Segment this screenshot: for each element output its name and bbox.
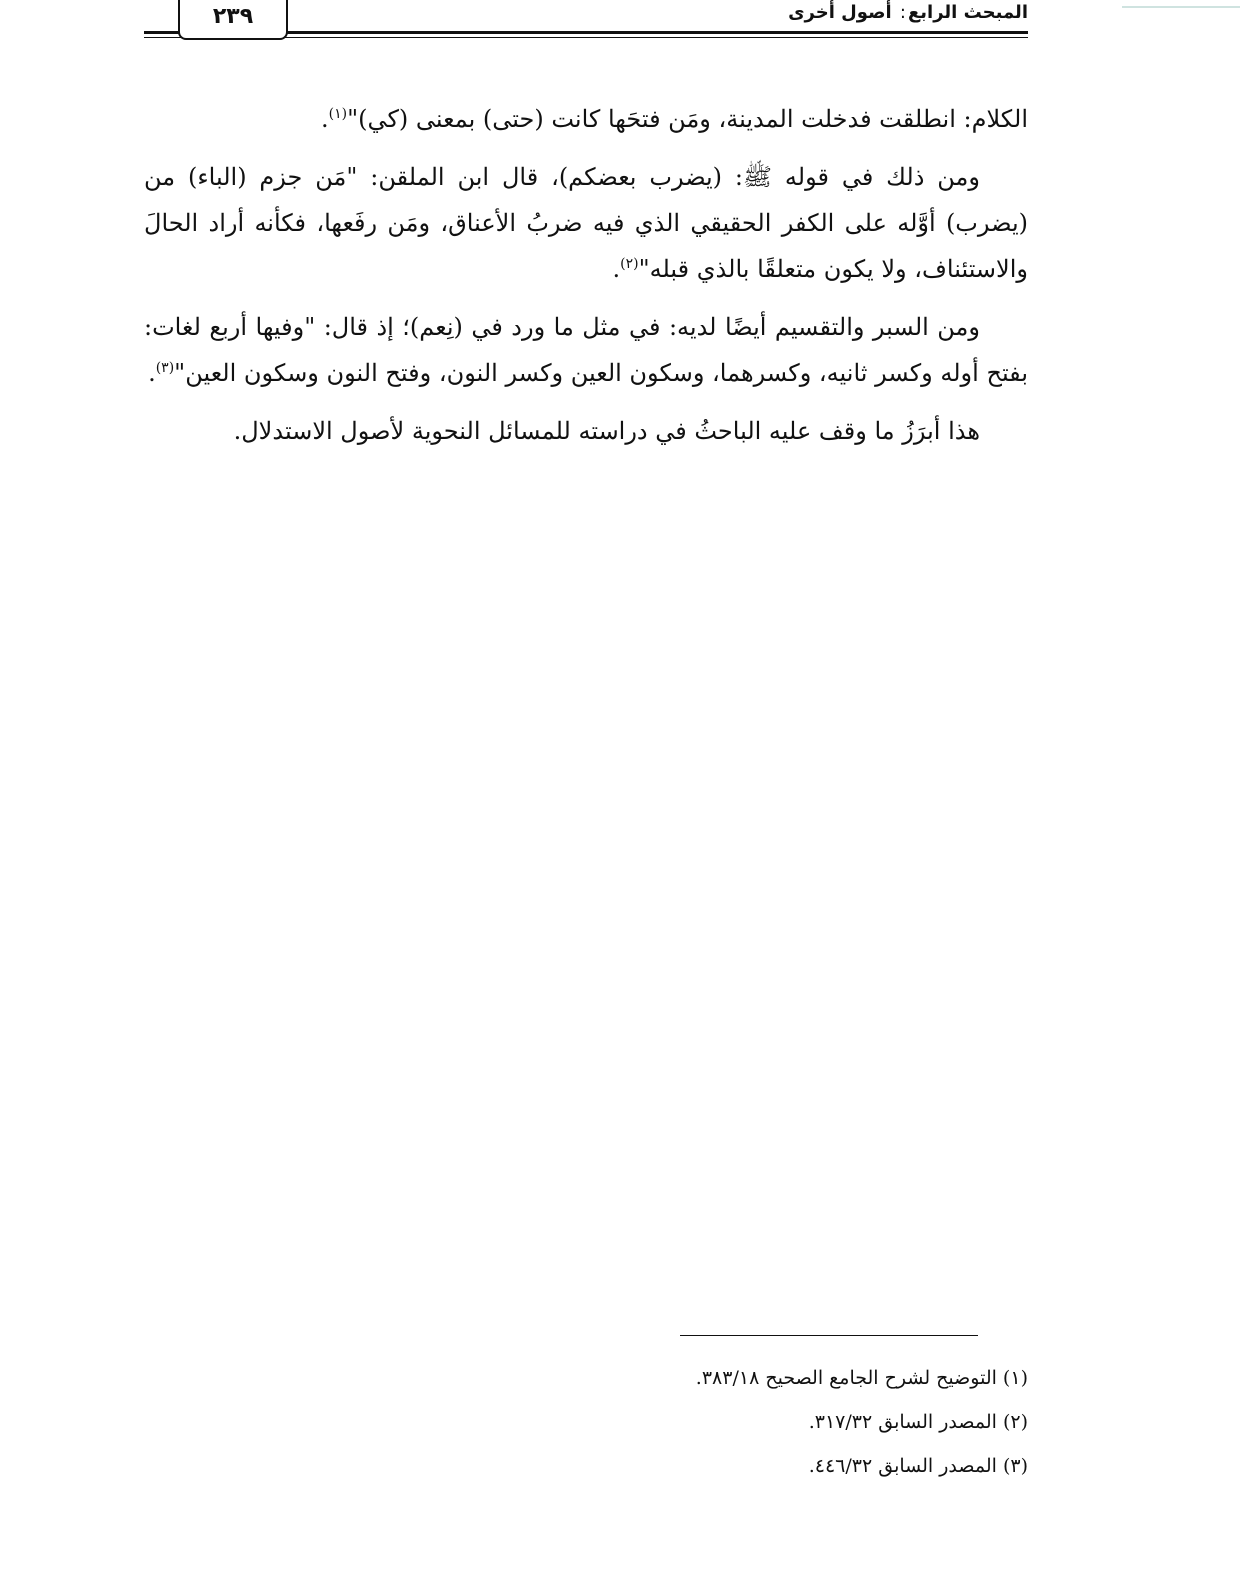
paragraph-text: هذا أبرَزُ ما وقف عليه الباحثُ في دراسته للمسائل النحوية لأصول الاستدلال.: [233, 417, 980, 445]
running-header: [144, 0, 1028, 44]
footnote: (١) التوضيح لشرح الجامع الصحيح ٣٨٣/١٨.: [695, 1367, 1028, 1389]
footnote-ref[interactable]: (١): [328, 106, 348, 122]
running-title-separator: :: [899, 2, 906, 23]
paragraph: [144, 408, 1028, 454]
footnote-ref[interactable]: (٢): [620, 256, 639, 272]
paragraph: الكلام: انطلقت فدخلت المدينة، ومَن فتحَها كانت (حتى) بمعنى (كي)"$^{(١)}$.: [320, 105, 1028, 133]
footnote-ref[interactable]: (٣): [155, 360, 175, 376]
footnote: (٢) المصدر السابق ٣١٧/٣٢.: [808, 1411, 1028, 1433]
paragraph: ومن ذلك في قوله ﷺ: (يضرب بعضكم)، قال ابن الملقن: "مَن جزم (الباء) من (يضرب) أوَّله على الكفر الحقيقي الذي فيه ضربُ الأعناق، ومَن رفَعها، فكأنه أراد الحالَ والاستئناف، ولا يكون متعلقًا بالذي قبله"$^{(٢)}$.: [144, 163, 1028, 283]
body-text: [144, 96, 1028, 466]
paragraph-text: الكلام: انطلقت فدخلت المدينة، ومَن فتحَها كانت (حتى) بمعنى (كي)": [347, 105, 1028, 133]
footnote-separator: [680, 1335, 978, 1336]
paragraph-text: ومن ذلك في قوله ﷺ: (يضرب بعضكم)، قال ابن الملقن: "مَن جزم (الباء) من (يضرب) أوَّله على الكفر الحقيقي الذي فيه ضربُ الأعناق، ومَن رفَعها، فكأنه أراد الحالَ والاستئناف، ولا يكون متعلقًا بالذي قبله": [144, 163, 1028, 283]
corner-mark: [1122, 6, 1240, 8]
paragraph: ومن السبر والتقسيم أيضًا لديه: في مثل ما ورد في (نِعم)؛ إذ قال: "وفيها أربع لغات: بفتح أوله وكسر ثانيه، وكسرهما، وسكون العين وكسر النون، وفتح النون وسكون العين"$^{(٣)}$.: [144, 313, 1028, 387]
running-title-section: أصول أخرى: [788, 2, 892, 23]
page-number: [178, 0, 288, 40]
paragraph-text: ومن السبر والتقسيم أيضًا لديه: في مثل ما ورد في (نِعم)؛ إذ قال: "وفيها أربع لغات: بفتح أوله وكسر ثانيه، وكسرهما، وسكون العين وكسر النون، وفتح النون وسكون العين": [144, 313, 1028, 387]
footnotes: [144, 1356, 1028, 1488]
running-title-chapter: المبحث الرابع: [908, 2, 1028, 23]
footnote: (٣) المصدر السابق ٤٤٦/٣٢.: [808, 1455, 1028, 1477]
running-title: [780, 0, 1028, 30]
page-number-text: ٢٣٩: [212, 3, 254, 29]
